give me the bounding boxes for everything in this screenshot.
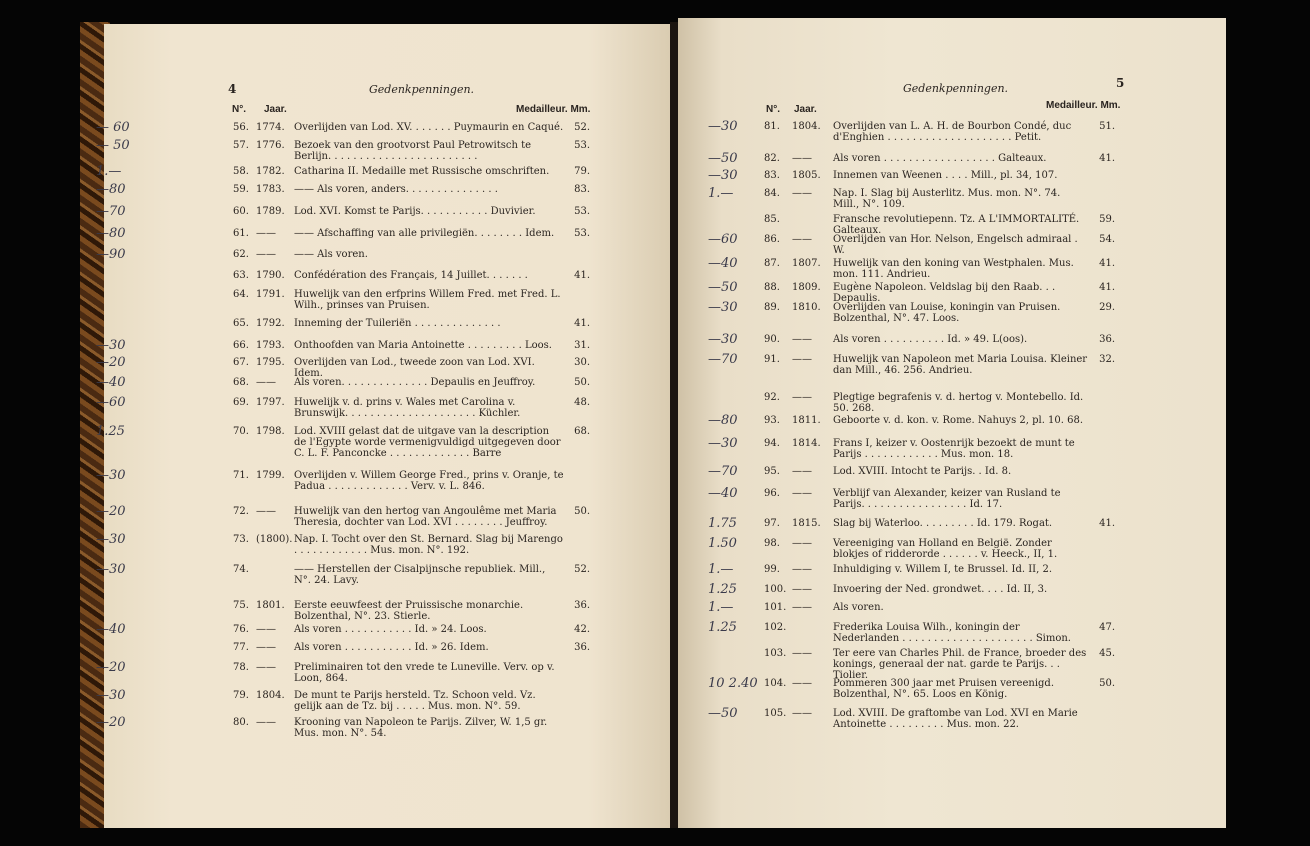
entry-description: Overlijden v. Willem George Fred., prins v. Oranje, te Padua . . . . . . . . . . . . . Verv. v. L. 846. [294, 470, 564, 492]
handwritten-price: 1.75 [708, 516, 737, 531]
entry-description: Plegtige begrafenis v. d. hertog v. Montebello. Id. 50. 268. [833, 392, 1084, 414]
entry-year: —— [256, 249, 276, 260]
entry-number: 70. [233, 426, 249, 437]
entry-year: —— [256, 624, 276, 635]
entry-mm: 41. [1099, 518, 1115, 529]
entry-description: Frans I, keizer v. Oostenrijk bezoekt de munt te Parijs . . . . . . . . . . . . Mus. mon. 18. [833, 438, 1075, 460]
entry-description: Eerste eeuwfeest der Pruissische monarchie. Bolzenthal, N°. 23. Stierle. [294, 600, 524, 622]
entry-description: Lod. XVI. Komst te Parijs. . . . . . . . . . . Duvivier. [294, 206, 536, 217]
entry-year: —— [792, 188, 812, 199]
page-number: 4 [228, 82, 237, 96]
entry-description: Ter eere van Charles Phil. de France, broeder des konings, generaal der nat. garde te Parijs. . . Tiolier. [833, 648, 1087, 681]
running-head: Gedenkpenningen. [369, 83, 475, 96]
entry-mm: 50. [574, 377, 590, 388]
entry-number: 82. [764, 153, 780, 164]
entry-description: Nap. I. Slag bij Austerlitz. Mus. mon. N°. 74. Mill., N°. 109. [833, 188, 1061, 210]
entry-year: 1789. [256, 206, 285, 217]
entry-number: 62. [233, 249, 249, 260]
entry-description: Preliminairen tot den vrede te Luneville. Verv. op v. Loon, 864. [294, 662, 555, 684]
handwritten-price: —20 [96, 715, 126, 730]
entry-number: 94. [764, 438, 780, 449]
entry-year: —— [792, 354, 812, 365]
entry-number: 67. [233, 357, 249, 368]
handwritten-price: 1.25 [708, 582, 737, 597]
handwritten-price: 1.— [708, 186, 734, 201]
entry-description: Als voren . . . . . . . . . . . Id. » 26. Idem. [294, 642, 489, 653]
entry-mm: 41. [574, 318, 590, 329]
entry-number: 92. [764, 392, 780, 403]
entry-year: 1811. [792, 415, 821, 426]
handwritten-price: —20 [96, 504, 126, 519]
entry-mm: 48. [574, 397, 590, 408]
entry-description: Huwelijk van den koning van Westphalen. Mus. mon. 111. Andrieu. [833, 258, 1074, 280]
entry-description: Innemen van Weenen . . . . Mill., pl. 34, 107. [833, 170, 1058, 181]
entry-mm: 41. [1099, 258, 1115, 269]
entry-description: Catharina II. Medaille met Russische omschriften. [294, 166, 550, 177]
entry-number: 84. [764, 188, 780, 199]
entry-mm: 53. [574, 140, 590, 151]
entry-number: 83. [764, 170, 780, 181]
entry-mm: 36. [574, 642, 590, 653]
entry-number: 85. [764, 214, 780, 225]
entry-description: Inneming der Tuileriën . . . . . . . . . . . . . . [294, 318, 501, 329]
entry-description: Overlijden van Louise, koningin van Pruisen. Bolzenthal, N°. 47. Loos. [833, 302, 1061, 324]
entry-number: 71. [233, 470, 249, 481]
entry-year: 1776. [256, 140, 285, 151]
entry-number: 77. [233, 642, 249, 653]
entry-mm: 41. [1099, 153, 1115, 164]
entry-number: 87. [764, 258, 780, 269]
entry-number: 57. [233, 140, 249, 151]
col-medailleur: Medailleur. Mm. [1046, 100, 1121, 111]
entry-number: 89. [764, 302, 780, 313]
entry-year: 1790. [256, 270, 285, 281]
entry-number: 91. [764, 354, 780, 365]
entry-description: Onthoofden van Maria Antoinette . . . . . . . . . Loos. [294, 340, 552, 351]
entry-year: 1792. [256, 318, 285, 329]
entry-number: 98. [764, 538, 780, 549]
entry-mm: 51. [1099, 121, 1115, 132]
entry-mm: 42. [574, 624, 590, 635]
col-no: N°. [232, 104, 246, 115]
entry-year: —— [792, 538, 812, 549]
handwritten-price: — 60 [96, 120, 130, 135]
entry-year: 1804. [792, 121, 821, 132]
entry-description: Geboorte v. d. kon. v. Rome. Nahuys 2, pl. 10. 68. [833, 415, 1084, 426]
entry-description: Slag bij Waterloo. . . . . . . . . Id. 179. Rogat. [833, 518, 1053, 529]
entry-year: 1793. [256, 340, 285, 351]
handwritten-price: 1.50 [708, 536, 737, 551]
entry-number: 69. [233, 397, 249, 408]
entry-year: 1782. [256, 166, 285, 177]
entry-number: 65. [233, 318, 249, 329]
handwritten-price: —40 [708, 256, 738, 271]
entry-number: 80. [233, 717, 249, 728]
entry-description: Bezoek van den grootvorst Paul Petrowitsch te Berlijn. . . . . . . . . . . . . . . . . . . . . . . . [294, 140, 532, 162]
entry-number: 58. [233, 166, 249, 177]
handwritten-price: 1.— [708, 562, 734, 577]
entry-year: 1810. [792, 302, 821, 313]
entry-mm: 30. [574, 357, 590, 368]
entry-mm: 54. [1099, 234, 1115, 245]
entry-year: —— [792, 602, 812, 613]
entry-number: 88. [764, 282, 780, 293]
entry-number: 72. [233, 506, 249, 517]
entry-year: 1814. [792, 438, 821, 449]
handwritten-price: —60 [96, 395, 126, 410]
handwritten-price: —40 [96, 375, 126, 390]
entry-mm: 36. [1099, 334, 1115, 345]
entry-number: 96. [764, 488, 780, 499]
entry-number: 78. [233, 662, 249, 673]
entry-year: —— [792, 153, 812, 164]
handwritten-price: —30 [96, 562, 126, 577]
entry-number: 86. [764, 234, 780, 245]
entry-number: 61. [233, 228, 249, 239]
entry-mm: 59. [1099, 214, 1115, 225]
entry-year: —— [256, 377, 276, 388]
entry-year: —— [792, 564, 812, 575]
entry-description: Verblijf van Alexander, keizer van Rusland te Parijs. . . . . . . . . . . . . . . . . Id. 17. [833, 488, 1061, 510]
handwritten-price: —30 [708, 168, 738, 183]
page-number: 5 [1116, 76, 1125, 90]
col-year: Jaar. [794, 104, 817, 115]
handwritten-price: —70 [708, 464, 738, 479]
entry-description: Confédération des Français, 14 Juillet. . . . . . . [294, 270, 528, 281]
entry-mm: 52. [574, 564, 590, 575]
entry-year: 1805. [792, 170, 821, 181]
entry-description: Vereeniging van Holland en België. Zonder blokjes of ridderorde . . . . . . v. Heeck., II, 1. [833, 538, 1058, 560]
entry-description: Huwelijk van Napoleon met Maria Louisa. Kleiner dan Mill., 46. 256. Andrieu. [833, 354, 1088, 376]
handwritten-price: —60 [708, 232, 738, 247]
entry-number: 74. [233, 564, 249, 575]
entry-description: Overlijden van Lod., tweede zoon van Lod. XVI. Idem. [294, 357, 535, 379]
entry-year: 1807. [792, 258, 821, 269]
entry-number: 100. [764, 584, 787, 595]
handwritten-price: —80 [96, 226, 126, 241]
handwritten-price: 1.25 [96, 424, 125, 439]
entry-description: Als voren. . . . . . . . . . . . . . Depaulis en Jeuffroy. [294, 377, 536, 388]
entry-year: —— [792, 648, 812, 659]
col-medailleur: Medailleur. Mm. [516, 104, 591, 115]
left-page [96, 24, 674, 828]
entry-description: Als voren . . . . . . . . . . . Id. » 24. Loos. [294, 624, 487, 635]
entry-description: Fransche revolutiepenn. Tz. A L'IMMORTALITÉ. Galteaux. [833, 214, 1080, 236]
handwritten-price: —50 [708, 280, 738, 295]
entry-number: 68. [233, 377, 249, 388]
handwritten-price: —40 [96, 622, 126, 637]
handwritten-price: —30 [96, 338, 126, 353]
handwritten-price: 1.— [96, 164, 122, 179]
entry-mm: 50. [1099, 678, 1115, 689]
entry-description: Als voren. [833, 602, 884, 613]
entry-number: 79. [233, 690, 249, 701]
entry-year: 1815. [792, 518, 821, 529]
entry-description: Inhuldiging v. Willem I, te Brussel. Id. II, 2. [833, 564, 1053, 575]
handwritten-price: —20 [96, 660, 126, 675]
entry-year: 1774. [256, 122, 285, 133]
handwritten-price: —50 [708, 706, 738, 721]
entry-description: —— Herstellen der Cisalpijnsche republiek. Mill., N°. 24. Lavy. [294, 564, 546, 586]
entry-description: Als voren . . . . . . . . . . Id. » 49. L(oos). [833, 334, 1028, 345]
handwritten-price: —30 [96, 688, 126, 703]
handwritten-price: —30 [96, 532, 126, 547]
entry-number: 63. [233, 270, 249, 281]
entry-mm: 36. [574, 600, 590, 611]
entry-mm: 50. [574, 506, 590, 517]
entry-number: 105. [764, 708, 787, 719]
handwritten-price: —90 [96, 247, 126, 262]
entry-description: Lod. XVIII. Intocht te Parijs. . Id. 8. [833, 466, 1012, 477]
entry-description: Als voren . . . . . . . . . . . . . . . . . . Galteaux. [833, 153, 1047, 164]
entry-year: —— [256, 506, 276, 517]
right-page [678, 18, 1226, 828]
handwritten-price: 10 2.40 [708, 676, 758, 691]
entry-mm: 41. [574, 270, 590, 281]
entry-year: 1799. [256, 470, 285, 481]
entry-mm: 53. [574, 228, 590, 239]
entry-mm: 45. [1099, 648, 1115, 659]
handwritten-price: —80 [96, 182, 126, 197]
entry-number: 101. [764, 602, 787, 613]
handwritten-price: —40 [708, 486, 738, 501]
entry-year: —— [792, 334, 812, 345]
entry-year: 1801. [256, 600, 285, 611]
entry-mm: 32. [1099, 354, 1115, 365]
entry-number: 64. [233, 289, 249, 300]
entry-description: Invoering der Ned. grondwet. . . . Id. II, 3. [833, 584, 1048, 595]
entry-mm: 83. [574, 184, 590, 195]
handwritten-price: 1.— [708, 600, 734, 615]
entry-year: 1809. [792, 282, 821, 293]
entry-number: 97. [764, 518, 780, 529]
handwritten-price: —30 [96, 468, 126, 483]
entry-number: 90. [764, 334, 780, 345]
entry-year: 1783. [256, 184, 285, 195]
entry-number: 102. [764, 622, 787, 633]
entry-year: —— [256, 228, 276, 239]
handwritten-price: —20 [96, 355, 126, 370]
entry-description: De munt te Parijs hersteld. Tz. Schoon veld. Vz. gelijk aan de Tz. bij . . . . . Mus. mon. N°. 59. [294, 690, 536, 712]
entry-mm: 41. [1099, 282, 1115, 293]
entry-year: —— [256, 717, 276, 728]
entry-mm: 29. [1099, 302, 1115, 313]
entry-year: 1804. [256, 690, 285, 701]
handwritten-price: — 50 [96, 138, 130, 153]
entry-mm: 47. [1099, 622, 1115, 633]
entry-year: —— [792, 678, 812, 689]
entry-year: —— [792, 234, 812, 245]
entry-mm: 31. [574, 340, 590, 351]
handwritten-price: —30 [708, 332, 738, 347]
entry-number: 103. [764, 648, 787, 659]
handwritten-price: —80 [708, 413, 738, 428]
entry-year: (1800). [256, 534, 293, 545]
entry-mm: 52. [574, 122, 590, 133]
entry-description: —— Als voren, anders. . . . . . . . . . . . . . . [294, 184, 498, 195]
entry-mm: 68. [574, 426, 590, 437]
handwritten-price: 1.25 [708, 620, 737, 635]
col-no: N°. [766, 104, 780, 115]
entry-number: 73. [233, 534, 249, 545]
entry-description: Lod. XVIII. De graftombe van Lod. XVI en Marie Antoinette . . . . . . . . . Mus. mon. 22. [833, 708, 1078, 730]
handwritten-price: —30 [708, 300, 738, 315]
entry-year: 1798. [256, 426, 285, 437]
entry-description: Frederika Louisa Wilh., koningin der Nederlanden . . . . . . . . . . . . . . . . . . . . . Simon. [833, 622, 1071, 644]
entry-number: 75. [233, 600, 249, 611]
entry-number: 76. [233, 624, 249, 635]
entry-year: —— [256, 662, 276, 673]
entry-description: Huwelijk van den erfprins Willem Fred. met Fred. L. Wilh., prinses van Pruisen. [294, 289, 561, 311]
entry-number: 93. [764, 415, 780, 426]
entry-mm: 79. [574, 166, 590, 177]
entry-number: 60. [233, 206, 249, 217]
entry-number: 81. [764, 121, 780, 132]
entry-number: 56. [233, 122, 249, 133]
entry-description: —— Afschaffing van alle privilegiën. . . . . . . . Idem. [294, 228, 555, 239]
entry-description: Krooning van Napoleon te Parijs. Zilver, W. 1,5 gr. Mus. mon. N°. 54. [294, 717, 548, 739]
entry-description: Huwelijk van den hertog van Angoulême met Maria Theresia, dochter van Lod. XVI . . . . . . . . Jeuffroy. [294, 506, 557, 528]
entry-description: Pommeren 300 jaar met Pruisen vereenigd. Bolzenthal, N°. 65. Loos en König. [833, 678, 1055, 700]
handwritten-price: —70 [708, 352, 738, 367]
entry-number: 59. [233, 184, 249, 195]
entry-year: —— [792, 392, 812, 403]
entry-number: 95. [764, 466, 780, 477]
entry-description: —— Als voren. [294, 249, 368, 260]
entry-description: Overlijden van L. A. H. de Bourbon Condé, duc d'Enghien . . . . . . . . . . . . . . . . . . . . Petit. [833, 121, 1072, 143]
col-year: Jaar. [264, 104, 287, 115]
entry-number: 99. [764, 564, 780, 575]
entry-year: —— [792, 488, 812, 499]
entry-description: Nap. I. Tocht over den St. Bernard. Slag bij Marengo . . . . . . . . . . . . Mus. mon. N°. 192. [294, 534, 563, 556]
entry-number: 104. [764, 678, 787, 689]
entry-year: —— [256, 642, 276, 653]
entry-year: —— [792, 584, 812, 595]
entry-year: 1797. [256, 397, 285, 408]
entry-description: Overlijden van Lod. XV. . . . . . . Puymaurin en Caqué. [294, 122, 564, 133]
entry-year: —— [792, 466, 812, 477]
entry-number: 66. [233, 340, 249, 351]
handwritten-price: —70 [96, 204, 126, 219]
entry-description: Huwelijk v. d. prins v. Wales met Carolina v. Brunswijk. . . . . . . . . . . . . . . . . . . . . Küchler. [294, 397, 521, 419]
handwritten-price: —30 [708, 119, 738, 134]
entry-year: —— [792, 708, 812, 719]
entry-mm: 53. [574, 206, 590, 217]
running-head: Gedenkpenningen. [903, 82, 1009, 95]
entry-year: 1791. [256, 289, 285, 300]
entry-year: 1795. [256, 357, 285, 368]
entry-description: Eugène Napoleon. Veldslag bij den Raab. . . Depaulis. [833, 282, 1056, 304]
handwritten-price: —50 [708, 151, 738, 166]
handwritten-price: —30 [708, 436, 738, 451]
entry-description: Overlijden van Hor. Nelson, Engelsch admiraal . W. [833, 234, 1078, 256]
entry-description: Lod. XVIII gelast dat de uitgave van la description de l'Egypte worde vermenigvuldigd uitgegeven door C. L. F. Panconcke . . . . . . . . . . . . . Barre [294, 426, 561, 459]
